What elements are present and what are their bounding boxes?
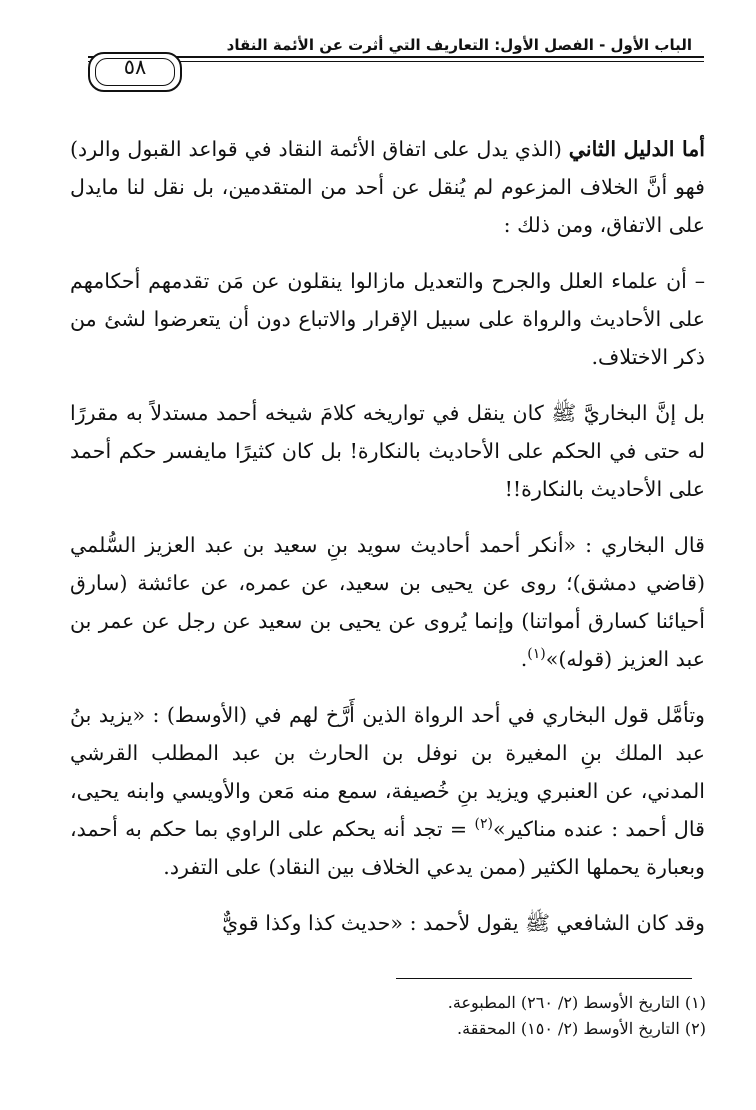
header-rule xyxy=(88,56,704,58)
page-number: ٥٨ xyxy=(123,55,147,79)
paragraph-second-evidence xyxy=(70,130,705,244)
footnote-reference: (١) xyxy=(527,646,546,663)
footnotes xyxy=(76,990,706,1042)
paragraph-text: (الذي يدل على اتفاق الأئمة النقاد في قواعد القبول والرد) فهو أنَّ الخلاف المزعوم لم يُنقل عن أحد من المتقدمين، بل نقل لنا مايدل على الاتفاق، ومن ذلك : xyxy=(70,137,705,237)
paragraph-bukhari-cites-ahmad: بل إنَّ البخاريَّ ﷺ كان ينقل في تواريخه كلامَ شيخه أحمد مستدلاً به مقررًا له حتى في الحكم على الأحاديث بالنكارة! بل كان كثيرًا مايفسر حكم أحمد على الأحاديث بالنكارة!! xyxy=(70,401,705,501)
punctuation: . xyxy=(520,647,528,671)
page-body xyxy=(70,130,705,960)
page-number-box xyxy=(88,52,182,92)
paragraph-scholars-method: – أن علماء العلل والجرح والتعديل مازالوا ينقلون عن مَن تقدمهم أحكامهم على الأحاديث والرواة على سبيل الإقرار والاتباع دون أن يتعرضوا لشئ من ذكر الاختلاف. xyxy=(70,269,705,369)
page-header xyxy=(88,34,704,96)
paragraph-shafii: وقد كان الشافعي ﷺ يقول لأحمد : «حديث كذا وكذا قويٌّ xyxy=(222,911,705,935)
quote-text: قال البخاري : «أنكر أحمد أحاديث سويد بنِ سعيد بن عبد العزيز السُّلمي (قاضي دمشق)؛ روى عن يحيى بن سعيد، عن عمره، عن عائشة (سارق أحيائنا كسارق أمواتنا) وإنما يُروى عن يحيى بن سعيد عن رجل عن عمر بن عبد العزيز (قوله)» xyxy=(70,533,705,671)
paragraph-heading: أما الدليل الثاني xyxy=(568,137,706,161)
paragraph-bukhari-quote xyxy=(70,526,705,678)
paragraph-text: = تجد أنه يحكم على الراوي بما حكم به أحمد، وبعبارة يحملها الكثير (ممن يدعي الخلاف بين النقاد) على التفرد. xyxy=(70,817,705,879)
footnote-item: (٢) التاريخ الأوسط (٢/ ١٥٠) المحققة. xyxy=(457,1019,706,1038)
footnote-reference: (٢) xyxy=(474,816,493,833)
paragraph-awsat-quote xyxy=(70,696,705,886)
footnote-item: (١) التاريخ الأوسط (٢/ ٢٦٠) المطبوعة. xyxy=(447,993,706,1012)
running-head: الباب الأول - الفصل الأول: التعاريف التي أثرت عن الأئمة النقاد xyxy=(226,36,692,54)
quote-text: وتأمَّل قول البخاري في أحد الرواة الذين أَرَّخ لهم في (الأوسط) : «يزيد بنُ عبد الملك بنِ المغيرة بن نوفل بن الحارث بن عبد المطلب القرشي المدني، عن العنبري ويزيد بنِ خُصيفة، سمع منه مَعن والأويسي وابنه يحيى، قال أحمد : عنده مناكير» xyxy=(70,703,705,841)
footnote-rule xyxy=(396,978,692,979)
